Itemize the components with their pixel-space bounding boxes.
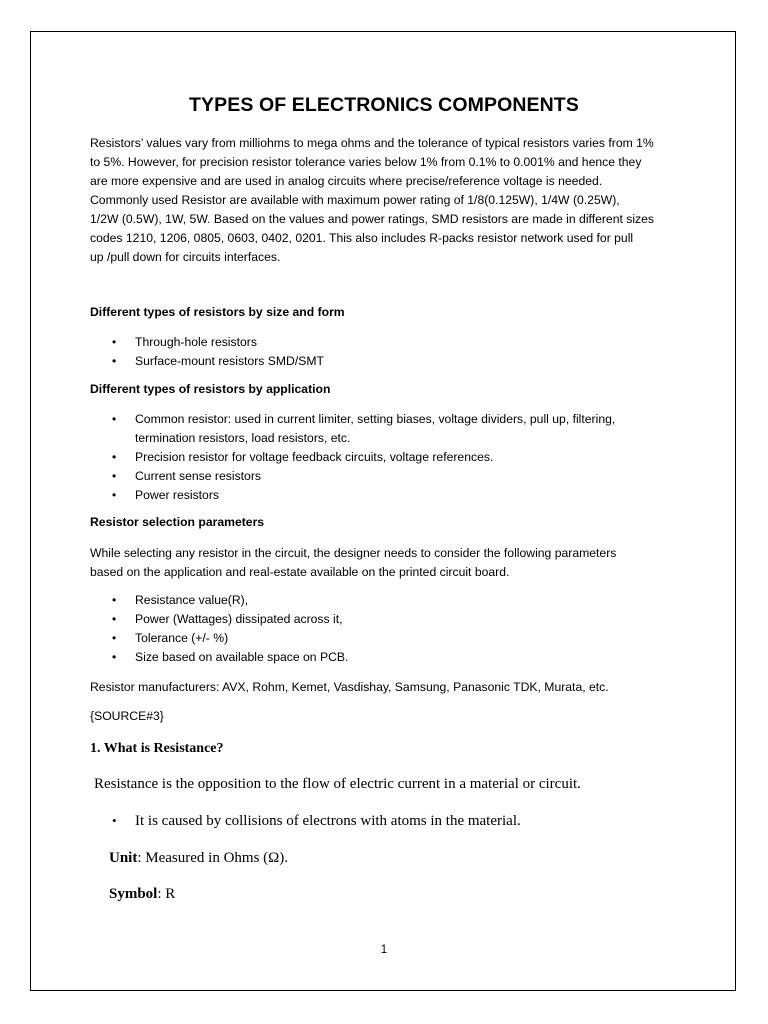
- list-item: • Tolerance (+/- %): [90, 629, 690, 648]
- application-list: [90, 410, 690, 505]
- resistance-bullet-list: [90, 813, 521, 830]
- unit-line: [109, 850, 288, 867]
- list-item: • Power resistors: [90, 486, 690, 505]
- source-tag: {SOURCE#3}: [90, 709, 164, 723]
- symbol-label: Symbol: [109, 886, 158, 902]
- intro-line: up /pull down for circuits interfaces.: [90, 250, 281, 264]
- unit-value: : Measured in Ohms (Ω).: [137, 850, 289, 866]
- resistance-definition: Resistance is the opposition to the flow of electric current in a material or circuit.: [94, 776, 581, 792]
- list-item: • Power (Wattages) dissipated across it,: [90, 610, 690, 629]
- intro-line: Commonly used Resistor are available with maximum power rating of 1/8(0.125W), 1/4W (0.25W),: [90, 193, 620, 207]
- size-form-list: [90, 333, 690, 371]
- question-heading: 1. What is Resistance?: [90, 741, 224, 756]
- size-form-heading: Different types of resistors by size and form: [90, 305, 345, 319]
- manufacturers-line: Resistor manufacturers: AVX, Rohm, Kemet, Vasdishay, Samsung, Panasonic TDK, Murata, etc.: [90, 680, 609, 694]
- selection-heading: Resistor selection parameters: [90, 515, 265, 529]
- list-item: • Current sense resistors: [90, 467, 690, 486]
- list-item: • Common resistor: used in current limiter, setting biases, voltage dividers, pull up, filtering,: [90, 410, 690, 429]
- intro-line: to 5%. However, for precision resistor tolerance varies below 1% from 0.1% to 0.001% and hence they: [90, 155, 642, 169]
- list-item: • Surface-mount resistors SMD/SMT: [90, 352, 690, 371]
- list-item: • Through-hole resistors: [90, 333, 690, 352]
- list-item: • Precision resistor for voltage feedback circuits, voltage references.: [90, 448, 690, 467]
- list-item-continuation: termination resistors, load resistors, etc.: [135, 431, 351, 445]
- selection-list: [90, 591, 690, 667]
- intro-line: are more expensive and are used in analog circuits where precise/reference voltage is needed.: [90, 174, 603, 188]
- intro-paragraph: [90, 134, 688, 267]
- list-item: • Size based on available space on PCB.: [90, 648, 690, 667]
- list-item: • Resistance value(R),: [90, 591, 690, 610]
- symbol-value: : R: [157, 886, 176, 902]
- symbol-line: [109, 886, 175, 903]
- application-heading: Different types of resistors by application: [90, 382, 331, 396]
- unit-label: Unit: [109, 850, 138, 866]
- selection-line: While selecting any resistor in the circuit, the designer needs to consider the following parameters: [90, 546, 617, 560]
- selection-paragraph: [90, 544, 690, 582]
- intro-line: 1/2W (0.5W), 1W, 5W. Based on the values and power ratings, SMD resistors are made in different sizes: [90, 212, 655, 226]
- page-number: 1: [380, 944, 388, 956]
- list-item: • It is caused by collisions of electrons with atoms in the material.: [90, 813, 521, 830]
- intro-line: codes 1210, 1206, 0805, 0603, 0402, 0201. This also includes R-packs resistor network used for pull: [90, 231, 634, 245]
- intro-line: Resistors’ values vary from milliohms to mega ohms and the tolerance of typical resistors varies from 1%: [90, 136, 654, 150]
- document-title: TYPES OF ELECTRONICS COMPONENTS: [189, 94, 579, 116]
- selection-line: based on the application and real-estate available on the printed circuit board.: [90, 565, 510, 579]
